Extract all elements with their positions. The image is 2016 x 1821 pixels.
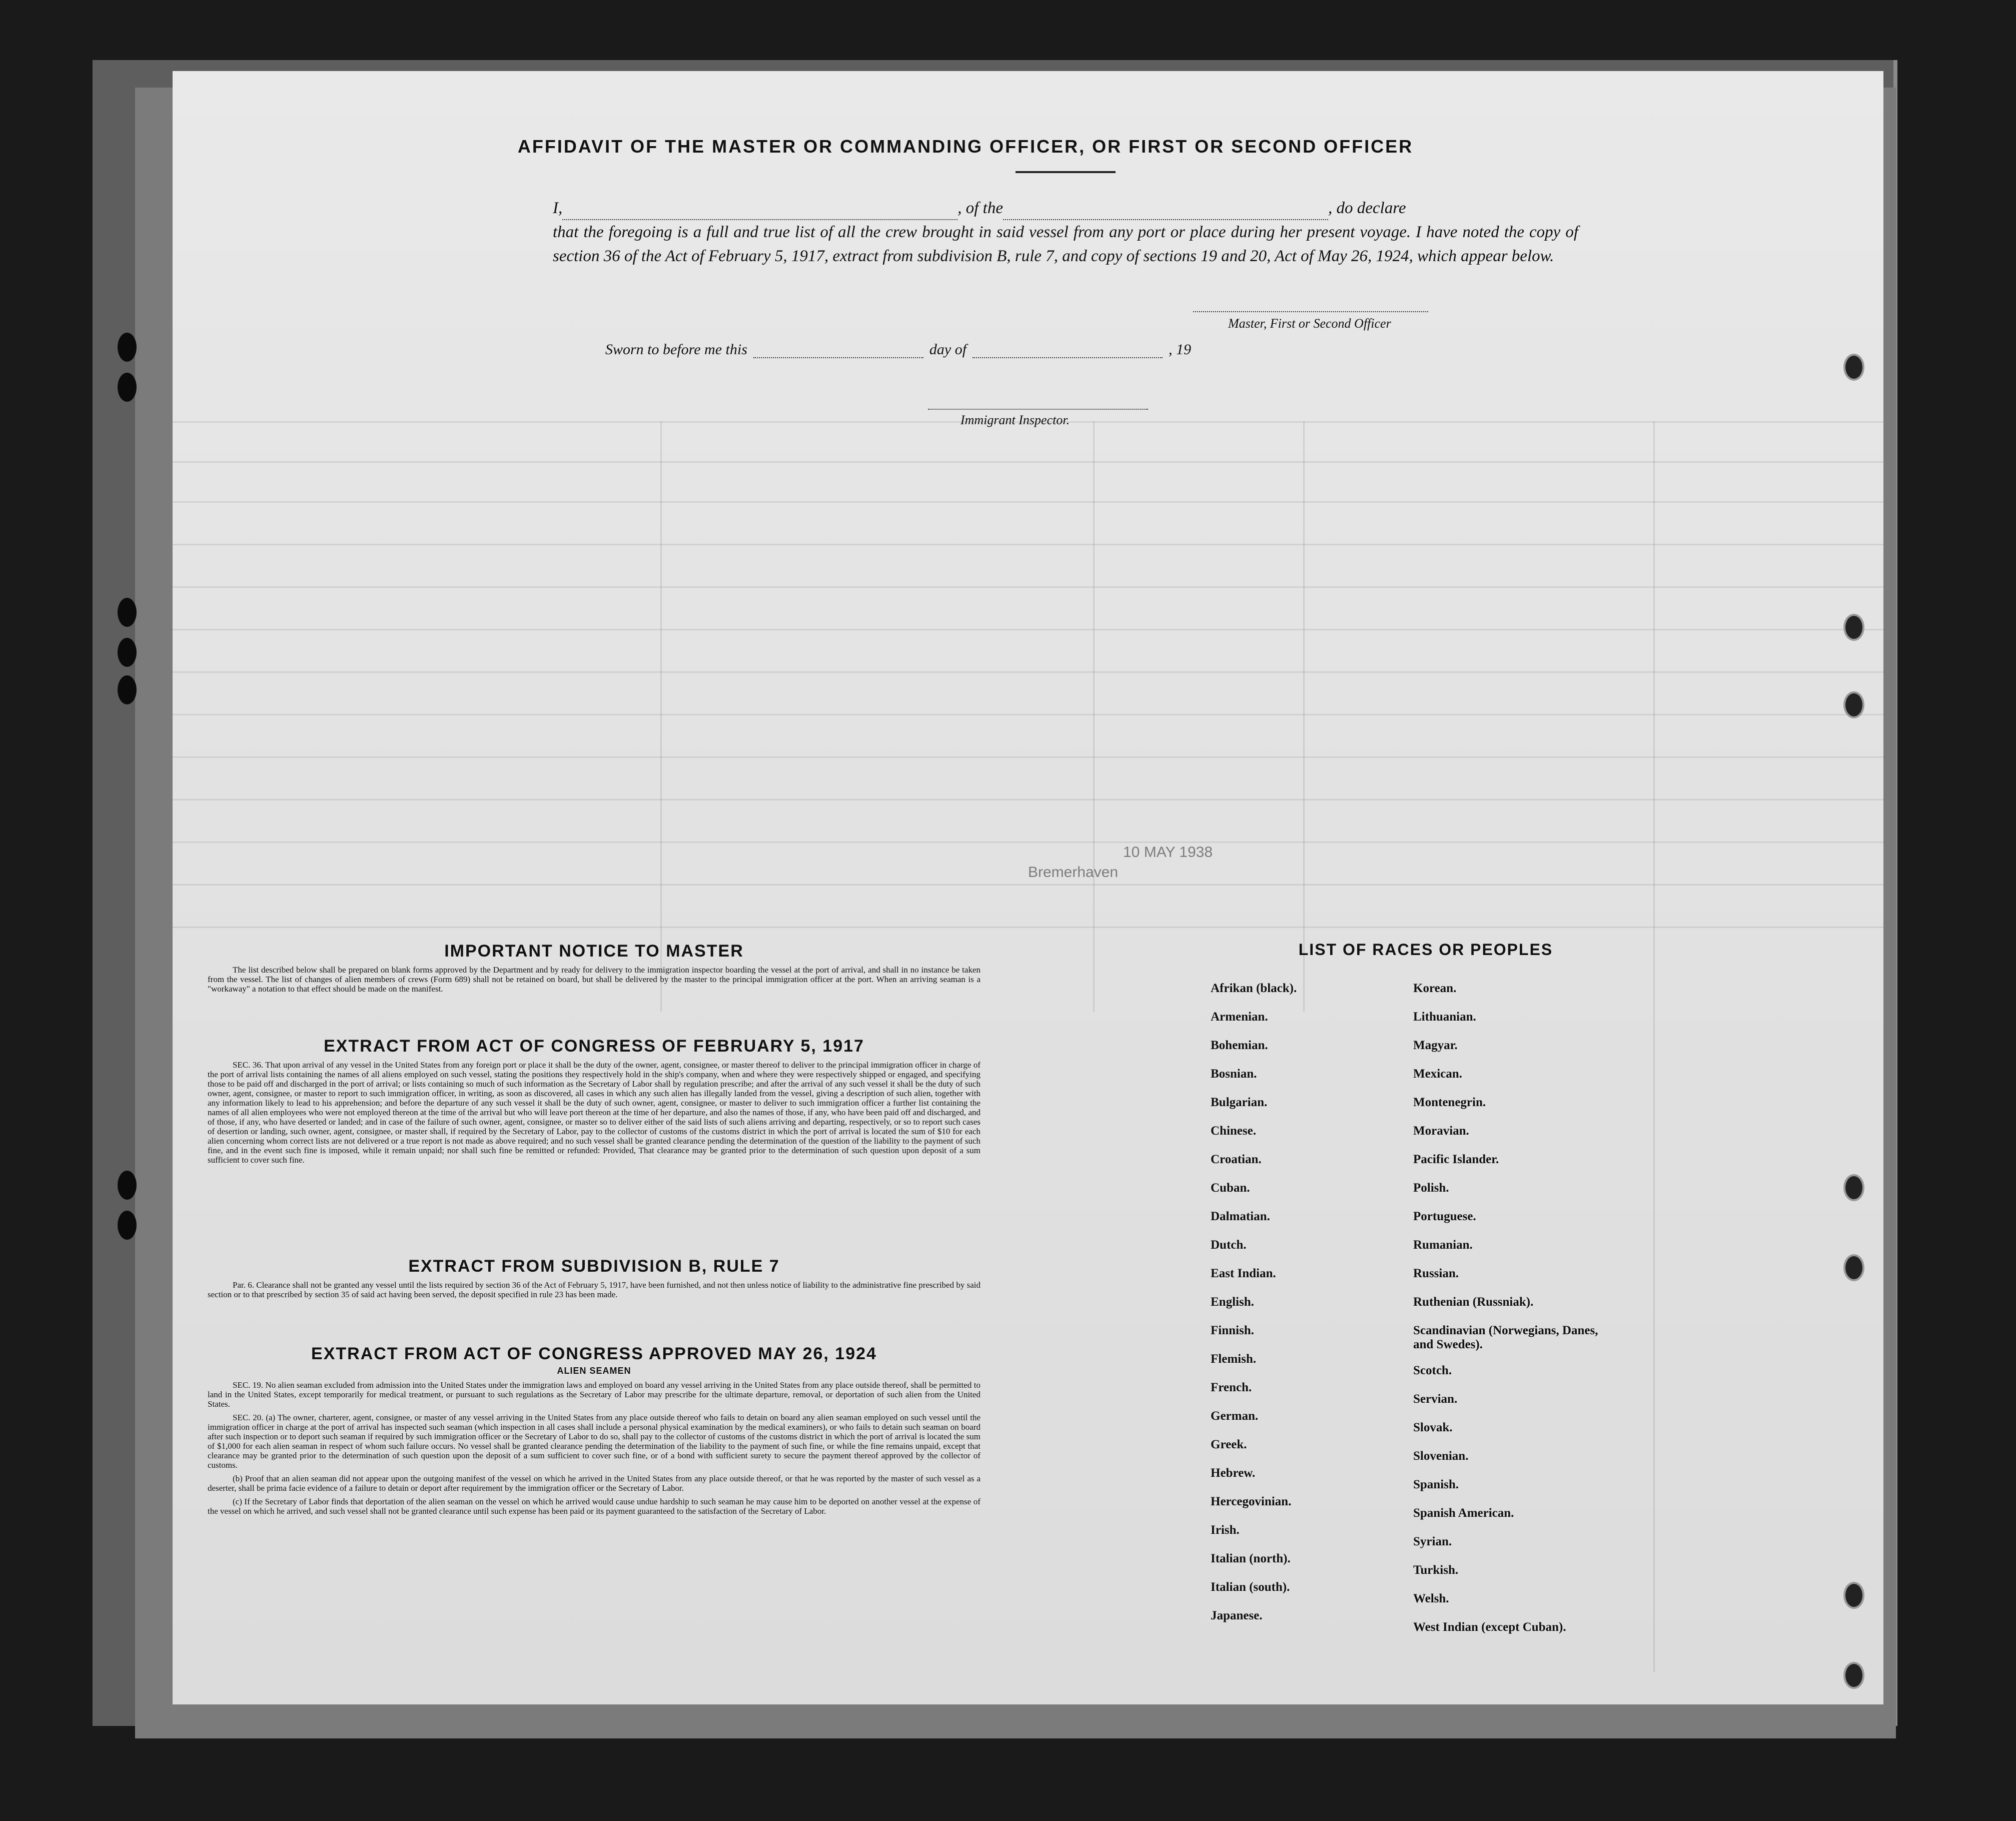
binder-hole (118, 1171, 137, 1200)
ghost-column-rule (660, 421, 662, 1012)
day-blank (753, 344, 923, 358)
extract-1924 (208, 1344, 980, 1516)
binder-hole (1843, 354, 1864, 381)
binder-hole (118, 638, 137, 667)
race-item: Chinese. (1211, 1124, 1256, 1138)
ghost-column-rule (1093, 421, 1095, 1012)
race-item: French. (1211, 1381, 1252, 1394)
month-blank (972, 344, 1163, 358)
races-list-left (1211, 982, 1297, 1637)
race-item: Scotch. (1413, 1364, 1452, 1377)
binder-hole (1843, 614, 1864, 641)
affidavit-text: that the foregoing is a full and true list of all the crew brought in said vessel from any port or place during her present voyage. I have noted the copy of section 36 of the Act of February 5, 1917, extract from subdivision B, rule 7, and copy of sections 19 and 20, Act of May 26, 1924, which appear below. (553, 223, 1578, 265)
race-item: West Indian (except Cuban). (1413, 1620, 1566, 1634)
ghost-rule (173, 544, 1883, 545)
race-item: Portuguese. (1413, 1210, 1476, 1223)
race-item: Flemish. (1211, 1352, 1256, 1366)
notice-master (208, 942, 980, 994)
race-item: Croatian. (1211, 1153, 1262, 1166)
ghost-rule (173, 586, 1883, 588)
race-item: Polish. (1413, 1181, 1449, 1195)
race-item: Slovenian. (1413, 1449, 1469, 1463)
inspector-label: Immigrant Inspector. (960, 413, 1070, 427)
race-item: Servian. (1413, 1392, 1458, 1406)
ghost-rule (173, 461, 1883, 463)
race-item: Ruthenian (Russniak). (1413, 1295, 1534, 1309)
race-item: Korean. (1413, 982, 1457, 995)
ghost-column-rule (1303, 421, 1305, 1012)
date-stamp: 10 MAY 1938 (1123, 844, 1213, 860)
race-item: Bohemian. (1211, 1039, 1268, 1052)
race-item: Bulgarian. (1211, 1096, 1268, 1109)
race-item: Russian. (1413, 1267, 1459, 1280)
extract-text: SEC. 36. That upon arrival of any vessel in the United States from any foreign port or place it shall be the duty of the owner, agent, consignee, or master thereof to deliver to the principal immigration officer in charge of the port of arrival lists containing the names of all aliens employed on such vessel, stating the positions they respectively hold in the ship's company, when and where they were respectively shipped or engaged, and specifying those to be paid off and discharged in the port of arrival; or lists containing so much of such information as the Secretary of Labor shall by regulation prescribe; and after the arrival of any such vessel it shall be the duty of such owner, agent, consignee, or master to report to such immigration officer, in writing, as soon as discovered, all cases in which any such alien has illegally landed from the vessel, giving a description of such alien, together with any information likely to lead to his apprehension; and before the departure of any such vessel it shall be the duty of such owner, agent, consignee, or master to deliver to such immigration officer a further list containing the names of all alien employees who were not employed thereon at the time of the arrival but who will leave port thereon at the time of her departure, and also the names of those, if any, who have been paid off and discharged, and of those, if any, who have deserted or landed; and in case of the failure of such owner, agent, consignee, or master so to deliver either of the said lists of such aliens arriving and departing, respectively, or so to report such cases of desertion or landing, such owner, agent, consignee, or master shall, if required by the Secretary of Labor, pay to the collector of customs of the customs district in which the port of arrival is located the sum of $10 for each alien concerning whom correct lists are not delivered or a true report is not made as above required; and no such vessel shall be granted clearance pending the determination of the question of the liability to the payment of such fine, and in the event such fine is imposed, while it remain unpaid; nor shall such fine be remitted or refunded: Provided, That clearance may be granted prior to the determination of such question upon deposit of a sum sufficient to cover such fine. (208, 1060, 980, 1165)
races-title: LIST OF RACES OR PEOPLES (1298, 941, 1553, 959)
binder-hole (118, 373, 137, 402)
extract-subtitle: ALIEN SEAMEN (557, 1366, 631, 1376)
port-stamp: Bremerhaven (1028, 864, 1119, 880)
race-item: Bosnian. (1211, 1067, 1257, 1081)
inspector-signature-line (928, 409, 1148, 411)
affidavit-declare: , do declare (1328, 199, 1406, 217)
race-item: Afrikan (black). (1211, 982, 1297, 995)
ghost-rule (173, 756, 1883, 758)
binder-hole (118, 675, 137, 704)
document-page (173, 71, 1883, 1704)
notice-title: IMPORTANT NOTICE TO MASTER (444, 942, 744, 961)
binder-hole (1843, 1582, 1864, 1609)
race-item: Lithuanian. (1413, 1010, 1476, 1024)
binder-hole (1843, 1662, 1864, 1689)
race-item: Spanish American. (1413, 1506, 1514, 1520)
race-item: Slovak. (1413, 1421, 1453, 1434)
ghost-rule (173, 501, 1883, 503)
notice-text: The list described below shall be prepared on blank forms approved by the Department and by ready for delivery to the immigration inspector boarding the vessel at the port of arrival, and shall in no instance be taken from the vessel. The list of changes of alien members of crews (Form 689) shall not be retained on board, but shall be delivered by the master to the principal immigration officer at the port. When an arriving seaman is a "workaway" a notation to that effect should be made on the manifest. (208, 965, 980, 994)
ghost-rule (173, 629, 1883, 630)
extract-section: SEC. 19. No alien seaman excluded from admission into the United States under the immigration laws and employed on board any vessel arriving in the United States from any place outside thereof, shall be permitted to land in the United States, except temporarily for medical treatment, or pursuant to such regulations as the Secretary of Labor may prescribe for the ultimate departure, removal, or deportation of such alien from the United States. (208, 1380, 980, 1409)
race-item: Scandinavian (Norwegians, Danes, and Swedes). (1413, 1324, 1598, 1351)
extract-rule7 (208, 1257, 980, 1299)
race-item: German. (1211, 1409, 1259, 1423)
sworn-label: Sworn to before me this (605, 341, 747, 358)
race-item: Hercegovinian. (1211, 1495, 1292, 1508)
master-label: Master, First or Second Officer (1228, 316, 1391, 331)
affidavit-i: I, (553, 199, 563, 217)
extract-title: EXTRACT FROM ACT OF CONGRESS APPROVED MAY 26, 1924 (311, 1344, 877, 1363)
race-item: Turkish. (1413, 1563, 1459, 1577)
race-item: Japanese. (1211, 1609, 1263, 1622)
race-item: Greek. (1211, 1438, 1247, 1451)
race-item: Pacific Islander. (1413, 1153, 1499, 1166)
affidavit-title: AFFIDAVIT OF THE MASTER OR COMMANDING OFFICER, OR FIRST OR SECOND OFFICER (517, 136, 1414, 157)
binder-hole (118, 333, 137, 362)
vessel-blank (1003, 206, 1328, 220)
race-item: Italian (north). (1211, 1552, 1291, 1565)
ghost-column-rule (1653, 421, 1655, 1672)
ghost-rule (173, 714, 1883, 715)
race-item: Armenian. (1211, 1010, 1268, 1024)
race-item: East Indian. (1211, 1267, 1276, 1280)
race-item: Hebrew. (1211, 1466, 1256, 1480)
ghost-rule (173, 799, 1883, 800)
race-item: Welsh. (1413, 1592, 1449, 1605)
affidavit-declaration-line (553, 196, 1578, 220)
extract-section: (c) If the Secretary of Labor finds that deportation of the alien seaman on the vessel on which he arrived would cause undue hardship to such seaman he may cause him to be deported on another vessel at the expense of the vessel on which he arrived, and such vessel shall not be granted clearance until such expense has been paid or its payment guaranteed to the satisfaction of the Secretary of Labor. (208, 1497, 980, 1516)
extract-text: Par. 6. Clearance shall not be granted any vessel until the lists required by section 36 of the Act of February 5, 1917, have been furnished, and not then unless notice of liability to the administrative fine prescribed by said section or to that prescribed by section 35 of said act having been served, the deposit specified in rule 23 has been made. (208, 1280, 980, 1299)
year-label: , 19 (1169, 341, 1192, 358)
extract-title: EXTRACT FROM ACT OF CONGRESS OF FEBRUARY 5, 1917 (324, 1037, 864, 1056)
race-item: Finnish. (1211, 1324, 1254, 1337)
binder-hole (118, 1211, 137, 1240)
affidavit-of-the: , of the (957, 199, 1003, 217)
title-rule (1016, 171, 1116, 173)
signature-line (1193, 311, 1428, 313)
race-item: Syrian. (1413, 1535, 1452, 1548)
race-item: Italian (south). (1211, 1580, 1290, 1594)
ghost-rule (173, 841, 1883, 843)
race-item: Magyar. (1413, 1039, 1458, 1052)
binder-hole (1843, 1174, 1864, 1201)
binder-hole (1843, 1254, 1864, 1281)
binder-hole (1843, 691, 1864, 718)
sworn-row (605, 341, 1306, 358)
race-item: Cuban. (1211, 1181, 1250, 1195)
race-item: Spanish. (1413, 1478, 1459, 1491)
races-list-right (1413, 982, 1613, 1649)
ghost-rule (173, 671, 1883, 673)
race-item: Dutch. (1211, 1238, 1247, 1252)
extract-section: (b) Proof that an alien seaman did not appear upon the outgoing manifest of the vessel on which he arrived in the United States from any place outside thereof, or that he was reported by the master of such vessel as a deserter, shall be prima facie evidence of a failure to detain or deport after requirement by the immigration officer or the Secretary of Labor. (208, 1474, 980, 1493)
day-of-label: day of (929, 341, 967, 358)
race-item: English. (1211, 1295, 1254, 1309)
race-item: Dalmatian. (1211, 1210, 1270, 1223)
race-item: Mexican. (1413, 1067, 1462, 1081)
binder-hole (118, 598, 137, 627)
extract-1917 (208, 1037, 980, 1165)
ghost-rule (173, 927, 1883, 928)
extract-title: EXTRACT FROM SUBDIVISION B, RULE 7 (408, 1257, 780, 1276)
extract-section: SEC. 20. (a) The owner, charterer, agent, consignee, or master of any vessel arriving in the United States from any place outside thereof who fails to detain on board any alien seaman employed on such vessel until the immigration officer in charge at the port of arrival has inspected such seaman (which inspection in all cases shall include a personal physical examination by the medical examiners), or who fails to detain such seaman on board after such inspection or to deport such seaman if required by such immigration officer or the Secretary of Labor to do so, shall pay to the collector of customs of the customs district in which the port of arrival is located the sum of $1,000 for each alien seaman in respect of whom such failure occurs. No vessel shall be granted clearance pending the determination of the liability to the payment of such fine, or while the fine remains unpaid, except that clearance may be granted prior to the determination of such question upon the deposit of a sum sufficient to cover such fine, or of a bond with sufficient surety to secure the payment thereof approved by the collector of customs. (208, 1413, 980, 1470)
race-item: Rumanian. (1413, 1238, 1473, 1252)
race-item: Irish. (1211, 1523, 1240, 1537)
name-blank (562, 206, 957, 220)
ghost-rule (173, 884, 1883, 885)
race-item: Montenegrin. (1413, 1096, 1486, 1109)
affidavit-body (553, 196, 1578, 268)
race-item: Moravian. (1413, 1124, 1469, 1138)
